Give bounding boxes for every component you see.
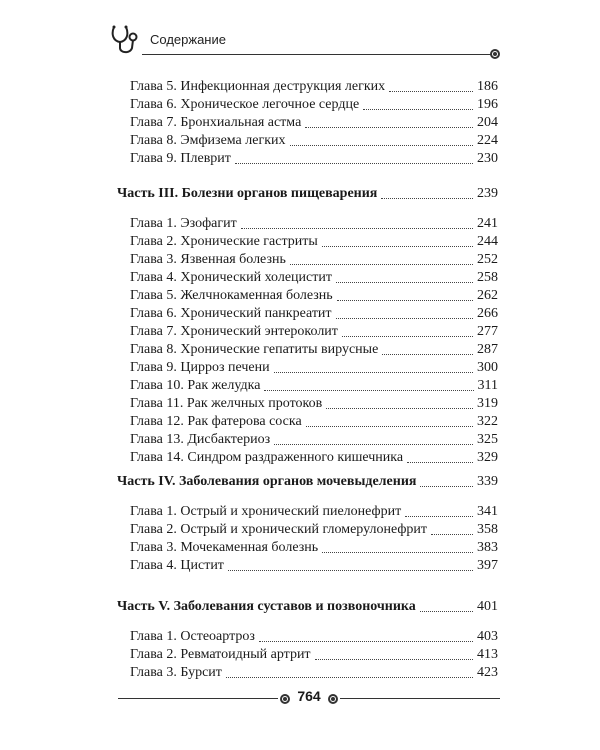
toc-entry[interactable] <box>130 78 498 96</box>
toc-entry[interactable] <box>130 132 498 150</box>
toc-group-urinary <box>130 503 498 575</box>
dot-leader <box>342 336 473 337</box>
part-label: Часть V. Заболевания суставов и позвоночника <box>117 599 416 614</box>
toc-entry[interactable] <box>130 341 498 359</box>
toc-entry[interactable] <box>130 323 498 341</box>
chapter-page: 266 <box>477 306 498 321</box>
toc-entry[interactable] <box>130 233 498 251</box>
toc-group-digestive <box>130 215 498 467</box>
chapter-page: 230 <box>477 151 498 166</box>
dot-leader <box>382 354 473 355</box>
dot-leader <box>420 486 473 487</box>
dot-leader <box>241 228 473 229</box>
chapter-page: 287 <box>477 342 498 357</box>
chapter-page: 322 <box>477 414 498 429</box>
chapter-page: 252 <box>477 252 498 267</box>
dot-leader <box>274 372 473 373</box>
chapter-label: Глава 9. Плеврит <box>130 151 231 166</box>
toc-entry[interactable] <box>130 431 498 449</box>
dot-leader <box>420 611 473 612</box>
running-header <box>108 20 500 60</box>
toc-entry[interactable] <box>130 150 498 168</box>
chapter-page: 300 <box>477 360 498 375</box>
chapter-label: Глава 9. Цирроз печени <box>130 360 270 375</box>
toc-entry[interactable] <box>130 664 498 682</box>
dot-leader <box>228 570 473 571</box>
part-page: 239 <box>477 186 498 201</box>
chapter-page: 277 <box>477 324 498 339</box>
header-rule <box>142 54 492 55</box>
chapter-page: 262 <box>477 288 498 303</box>
chapter-page: 329 <box>477 450 498 465</box>
chapter-page: 341 <box>477 504 498 519</box>
stethoscope-icon <box>108 24 142 56</box>
chapter-label: Глава 7. Бронхиальная астма <box>130 115 302 130</box>
chapter-label: Глава 2. Хронические гастриты <box>130 234 318 249</box>
toc-entry[interactable] <box>130 628 498 646</box>
dot-leader <box>290 145 473 146</box>
chapter-page: 196 <box>477 97 498 112</box>
dot-leader <box>259 641 473 642</box>
toc-entry[interactable] <box>130 377 498 395</box>
chapter-page: 413 <box>477 647 498 662</box>
chapter-label: Глава 8. Хронические гепатиты вирусные <box>130 342 379 357</box>
toc-entry[interactable] <box>130 557 498 575</box>
toc-entry[interactable] <box>130 449 498 467</box>
part-page: 401 <box>477 599 498 614</box>
toc-entry[interactable] <box>130 114 498 132</box>
footer-ornament-left <box>280 694 290 704</box>
chapter-label: Глава 6. Хронический панкреатит <box>130 306 332 321</box>
chapter-page: 224 <box>477 133 498 148</box>
chapter-label: Глава 1. Остеоартроз <box>130 629 255 644</box>
chapter-label: Глава 12. Рак фатерова соска <box>130 414 302 429</box>
dot-leader <box>336 318 473 319</box>
chapter-label: Глава 3. Язвенная болезнь <box>130 252 286 267</box>
dot-leader <box>290 264 473 265</box>
chapter-label: Глава 14. Синдром раздраженного кишечника <box>130 450 404 465</box>
toc-entry[interactable] <box>130 359 498 377</box>
chapter-label: Глава 6. Хроническое легочное сердце <box>130 97 360 112</box>
toc-entry[interactable] <box>130 215 498 233</box>
page-number: 764 <box>297 688 321 704</box>
toc-entry[interactable] <box>130 539 498 557</box>
toc-entry[interactable] <box>130 96 498 114</box>
chapter-label: Глава 2. Ревматоидный артрит <box>130 647 311 662</box>
chapter-page: 186 <box>477 79 498 94</box>
toc-part-4[interactable] <box>117 473 498 491</box>
footer-ornament-right <box>328 694 338 704</box>
dot-leader <box>322 246 473 247</box>
toc-entry[interactable] <box>130 269 498 287</box>
part-label: Часть IV. Заболевания органов мочевыделения <box>117 474 417 489</box>
chapter-label: Глава 3. Бурсит <box>130 665 222 680</box>
toc-entry[interactable] <box>130 413 498 431</box>
toc-entry[interactable] <box>130 503 498 521</box>
chapter-label: Глава 7. Хронический энтероколит <box>130 324 338 339</box>
chapter-label: Глава 11. Рак желчных протоков <box>130 396 323 411</box>
dot-leader <box>336 282 473 283</box>
dot-leader <box>315 659 473 660</box>
toc-entry[interactable] <box>130 251 498 269</box>
chapter-page: 204 <box>477 115 498 130</box>
toc-group-respiratory <box>130 78 498 168</box>
chapter-label: Глава 4. Цистит <box>130 558 224 573</box>
chapter-page: 311 <box>477 378 498 393</box>
part-page: 339 <box>477 474 498 489</box>
toc-part-3[interactable] <box>117 185 498 203</box>
dot-leader <box>306 426 473 427</box>
toc-entry[interactable] <box>130 646 498 664</box>
toc-entry[interactable] <box>130 287 498 305</box>
dot-leader <box>305 127 473 128</box>
dot-leader <box>326 408 473 409</box>
chapter-label: Глава 5. Инфекционная деструкция легких <box>130 79 386 94</box>
header-ornament <box>490 49 500 59</box>
chapter-label: Глава 10. Рак желудка <box>130 378 261 393</box>
dot-leader <box>405 516 473 517</box>
toc-part-5[interactable] <box>117 598 498 616</box>
chapter-page: 244 <box>477 234 498 249</box>
chapter-label: Глава 4. Хронический холецистит <box>130 270 332 285</box>
part-label: Часть III. Болезни органов пищеварения <box>117 186 378 201</box>
chapter-label: Глава 8. Эмфизема легких <box>130 133 286 148</box>
footer-rule-left <box>118 698 278 699</box>
dot-leader <box>407 462 473 463</box>
chapter-label: Глава 13. Дисбактериоз <box>130 432 271 447</box>
chapter-label: Глава 3. Мочекаменная болезнь <box>130 540 319 555</box>
dot-leader <box>431 534 473 535</box>
chapter-page: 383 <box>477 540 498 555</box>
chapter-page: 319 <box>477 396 498 411</box>
chapter-page: 241 <box>477 216 498 231</box>
dot-leader <box>363 109 473 110</box>
page-footer <box>118 688 500 712</box>
toc-entry[interactable] <box>130 305 498 323</box>
dot-leader <box>274 444 473 445</box>
chapter-page: 258 <box>477 270 498 285</box>
toc-entry[interactable] <box>130 521 498 539</box>
chapter-page: 397 <box>477 558 498 573</box>
toc-group-joints <box>130 628 498 682</box>
page-title: Содержание <box>150 32 226 47</box>
footer-rule-right <box>340 698 500 699</box>
chapter-page: 403 <box>477 629 498 644</box>
toc-entry[interactable] <box>130 395 498 413</box>
dot-leader <box>322 552 473 553</box>
dot-leader <box>381 198 473 199</box>
chapter-page: 325 <box>477 432 498 447</box>
dot-leader <box>264 390 473 391</box>
chapter-page: 358 <box>477 522 498 537</box>
dot-leader <box>226 677 473 678</box>
chapter-page: 423 <box>477 665 498 680</box>
dot-leader <box>235 163 473 164</box>
dot-leader <box>337 300 473 301</box>
chapter-label: Глава 5. Желчнокаменная болезнь <box>130 288 333 303</box>
dot-leader <box>389 91 473 92</box>
chapter-label: Глава 2. Острый и хронический гломерулонефрит <box>130 522 428 537</box>
chapter-label: Глава 1. Острый и хронический пиелонефрит <box>130 504 402 519</box>
chapter-label: Глава 1. Эзофагит <box>130 216 237 231</box>
